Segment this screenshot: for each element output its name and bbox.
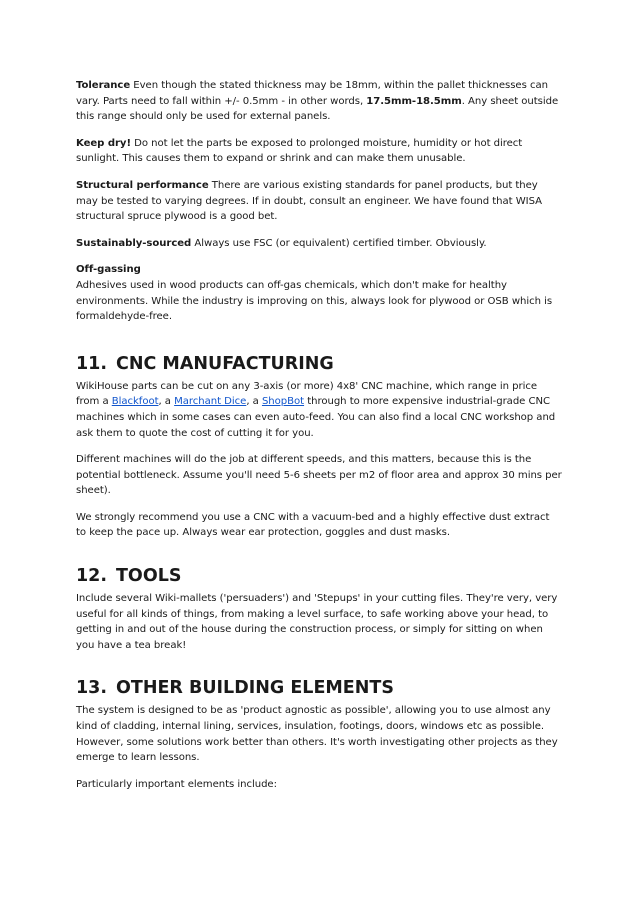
sustainably-text: Always use FSC (or equivalent) certified timber. Obviously. — [191, 237, 487, 249]
section-number-cnc: 11. — [76, 353, 108, 374]
section-heading-other — [76, 677, 562, 699]
keep-dry-text: Do not let the parts be exposed to prolonged moisture, humidity or hot direct sunlight. This causes them to expand or shrink and can make them unusable. — [76, 137, 523, 165]
tolerance-text-b: . Any sheet outside this range should only be used for external panels. — [76, 95, 559, 123]
cnc-text-b: , a — [158, 396, 175, 408]
keep-dry-paragraph — [76, 136, 562, 167]
section-heading-cnc — [76, 353, 562, 375]
tolerance-text-a: Even though the stated thickness may be 18mm, within the pallet thicknesses can vary. Parts need to fall within +/- 0.5mm - in other words, — [76, 80, 548, 107]
cnc-paragraph-1 — [76, 379, 562, 441]
other-paragraph-2: Particularly important elements include: — [76, 778, 277, 790]
offgassing-term: Off-gassing — [76, 264, 141, 276]
offgassing-paragraph — [76, 262, 562, 324]
structural-paragraph — [76, 178, 562, 225]
structural-term: Structural performance — [76, 179, 209, 191]
cnc-text-d: through to more expensive industrial-grade CNC machines which in some cases can even auto-feed. You can also find a local CNC workshop and ask them to quote the cost of cutting it for you. — [76, 396, 556, 439]
structural-text: There are various existing standards for panel products, but they may be tested to varying degrees. If in doubt, consult an engineer. We have found that WISA structural spruce plywood is a good bet. — [76, 179, 542, 223]
section-title-tools: TOOLS — [116, 566, 182, 587]
section-heading-tools — [76, 565, 562, 587]
tolerance-paragraph — [76, 78, 562, 125]
marchant-dice-link[interactable]: Marchant Dice — [174, 396, 247, 408]
sustainably-paragraph — [76, 236, 562, 252]
cnc-text-c: , a — [246, 396, 262, 408]
document-page — [76, 78, 562, 803]
keep-dry-term: Keep dry! — [76, 137, 132, 149]
tolerance-range: 17.5mm-18.5mm — [366, 95, 462, 107]
section-number-tools: 12. — [76, 566, 108, 587]
offgassing-text: Adhesives used in wood products can off-gas chemicals, which don't make for healthy environments. While the industry is improving on this, always look for plywood or OSB which is formaldehyde-free. — [76, 279, 553, 323]
tolerance-term: Tolerance — [76, 80, 131, 91]
sustainably-term: Sustainably-sourced — [76, 237, 192, 249]
section-title-cnc: CNC MANUFACTURING — [116, 353, 334, 374]
cnc-paragraph-3: We strongly recommend you use a CNC with a vacuum-bed and a highly effective dust extract to keep the pace up. Always wear ear protection, goggles and dust masks. — [76, 511, 550, 539]
cnc-text-a: WikiHouse parts can be cut on any 3-axis (or more) 4x8' CNC machine, which range in price from a — [76, 380, 538, 408]
cnc-paragraph-2: Different machines will do the job at different speeds, and this matters, because this is the potential bottleneck. Assume you'll need 5-6 sheets per m2 of floor area and approx 30 mins per sheet). — [76, 454, 562, 497]
blackfoot-link[interactable]: Blackfoot — [111, 396, 159, 408]
other-paragraph-1: The system is designed to be as 'product agnostic as possible', allowing you to use almost any kind of cladding, internal lining, services, insulation, footings, doors, windows etc as possible. However, some solutions work better than others. It's worth investigating other projects as they emerge to learn lessons. — [76, 705, 558, 764]
section-number-other: 13. — [76, 678, 108, 699]
section-title-other: OTHER BUILDING ELEMENTS — [116, 678, 394, 699]
tools-paragraph-1: Include several Wiki-mallets ('persuaders') and 'Stepups' in your cutting files. They're very, very useful for all kinds of things, from making a level surface, to safe working above your head, to getting in and out of the house during the construction process, or simply for sitting on when you have a tea break! — [76, 593, 558, 651]
shopbot-link[interactable]: ShopBot — [261, 396, 305, 408]
